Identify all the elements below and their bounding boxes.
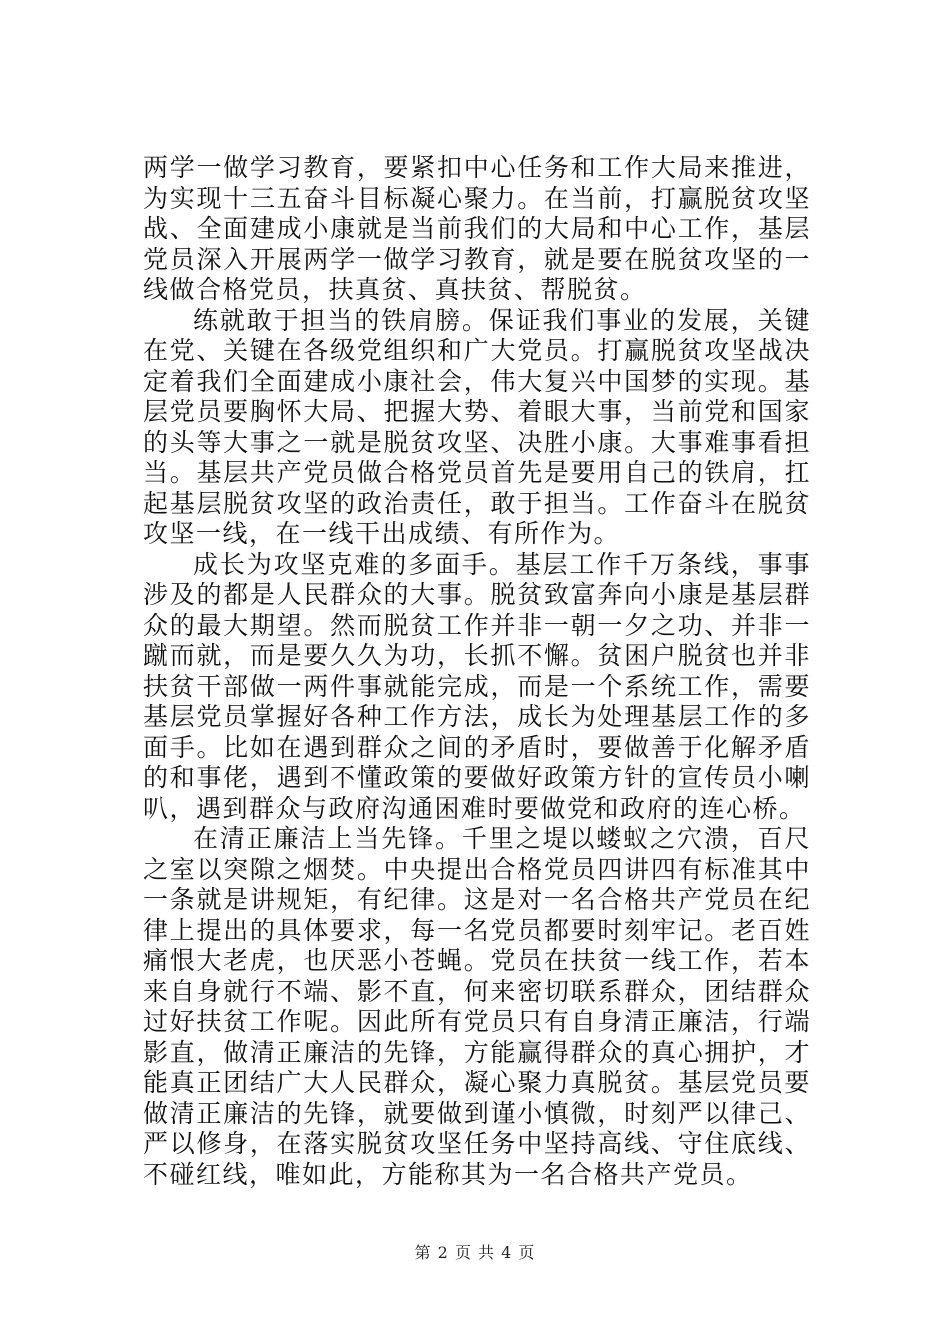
paragraph-versatility: 成长为攻坚克难的多面手。基层工作千万条线，事事涉及的都是人民群众的大事。脱贫致富奔向小康是基层群众的最大期望。然而脱贫工作并非一朝一夕之功、并非一蹴而就，而是要久久为功，长抓不懈。贫困户脱贫也并非扶贫干部做一两件事就能完成，而是一个系统工作，需要基层党员掌握好各种工作方法，成长为处理基层工作的多面手。比如在遇到群众之间的矛盾时，要做善于化解矛盾的和事佬，遇到不懂政策的要做好政策方针的宣传员小喇叭，遇到群众与政府沟通困难时要做党和政府的连心桥。 (143, 549, 811, 823)
paragraph-integrity: 在清正廉洁上当先锋。千里之堤以蝼蚁之穴溃，百尺之室以突隙之烟焚。中央提出合格党员四讲四有标准其中一条就是讲规矩，有纪律。这是对一名合格共产党员在纪律上提出的具体要求，每一名党员都要时刻牢记。老百姓痛恨大老虎，也厌恶小苍蝇。党员在扶贫一线工作，若本来自身就行不端、影不直，何来密切联系群众，团结群众过好扶贫工作呢。因此所有党员只有自身清正廉洁，行端影直，做清正廉洁的先锋，方能赢得群众的真心拥护，才能真正团结广大人民群众，凝心聚力真脱贫。基层党员要做清正廉洁的先锋，就要做到谨小慎微，时刻严以律己、严以修身，在落实脱贫攻坚任务中坚持高线、守住底线、不碰红线，唯如此，方能称其为一名合格共产党员。 (143, 824, 811, 1189)
page-footer: 第 2 页 共 4 页 (414, 1243, 536, 1262)
document-body (143, 153, 811, 1190)
paragraph-responsibility: 练就敢于担当的铁肩膀。保证我们事业的发展，关键在党、关键在各级党组织和广大党员。打赢脱贫攻坚战决定着我们全面建成小康社会，伟大复兴中国梦的实现。基层党员要胸怀大局、把握大势、着眼大事，当前党和国家的头等大事之一就是脱贫攻坚、决胜小康。大事难事看担当。基层共产党员做合格党员首先是要用自己的铁肩，扛起基层脱贫攻坚的政治责任，敢于担当。工作奋斗在脱贫攻坚一线，在一线干出成绩、有所作为。 (143, 305, 811, 548)
paragraph-intro: 两学一做学习教育，要紧扣中心任务和工作大局来推进，为实现十三五奋斗目标凝心聚力。在当前，打赢脱贫攻坚战、全面建成小康就是当前我们的大局和中心工作，基层党员深入开展两学一做学习教育，就是要在脱贫攻坚的一线做合格党员，扶真贫、真扶贫、帮脱贫。 (143, 153, 811, 304)
